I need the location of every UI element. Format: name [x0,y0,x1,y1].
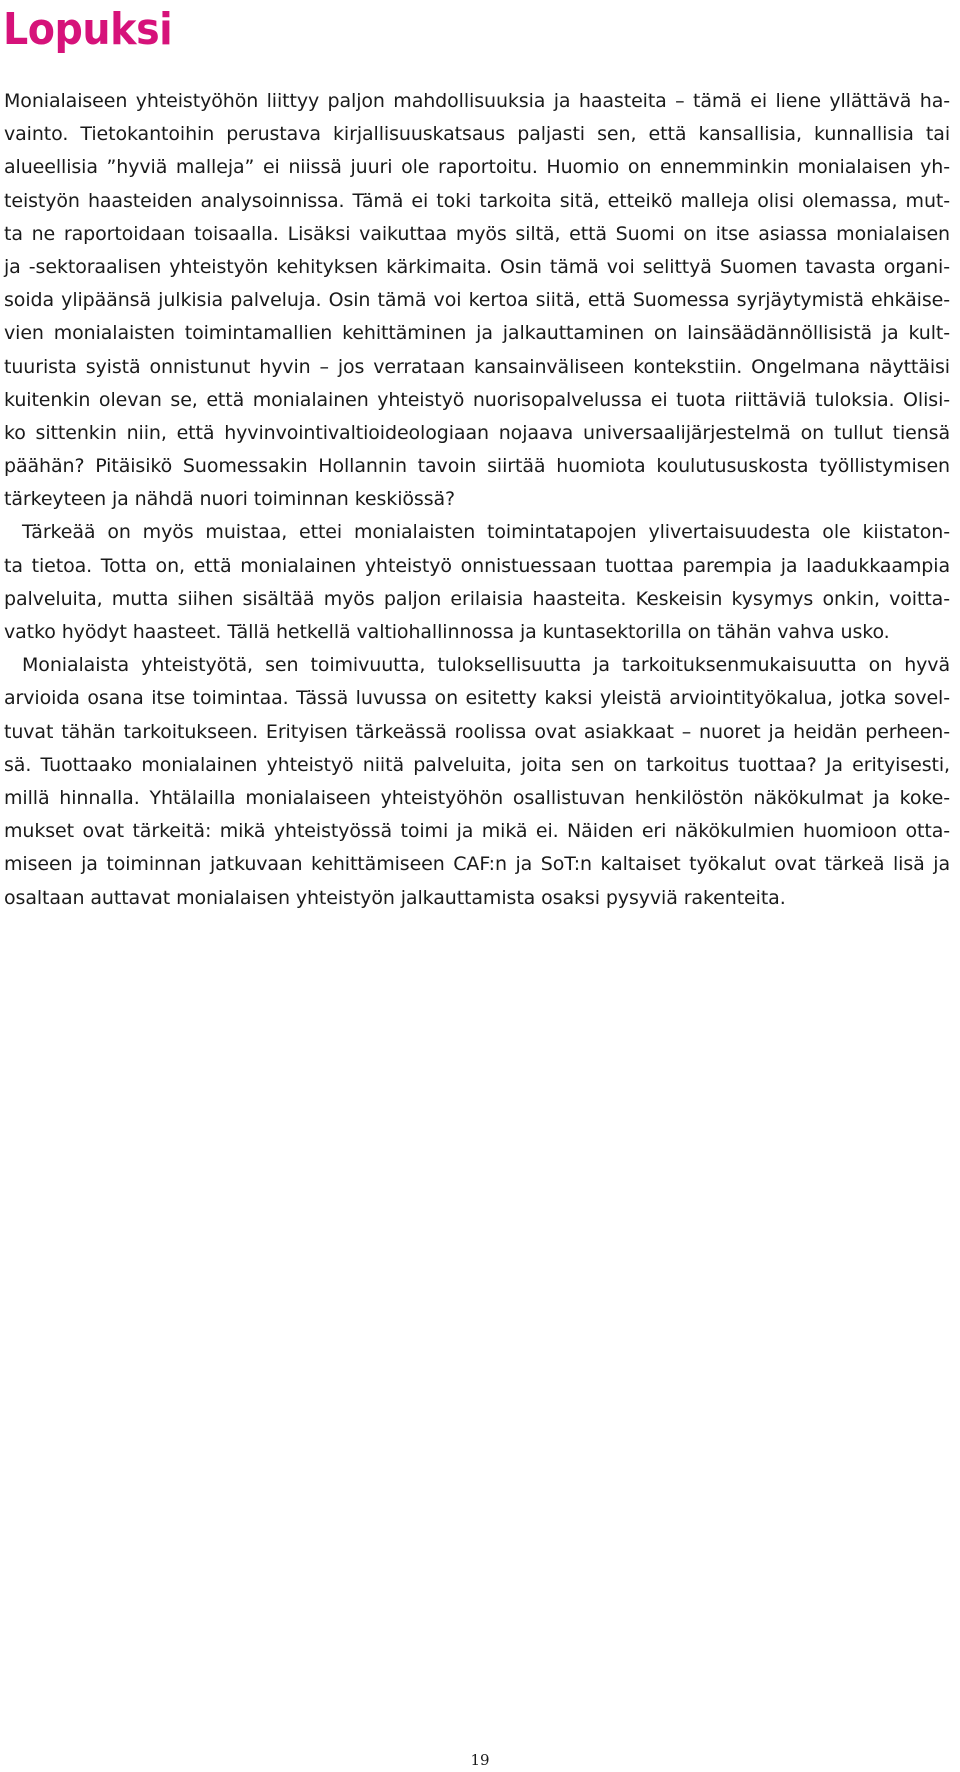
page-number: 19 [470,1751,490,1769]
paragraph-line: vainto. Tietokantoihin perustava kirjallisuuskatsaus paljasti sen, että kansallisia, kunnallisia tai [4,123,950,146]
paragraph-line: ta tietoa. Totta on, että monialainen yhteistyö onnistuessaan tuottaa parempia ja laadukkaampia [4,554,950,577]
paragraph-line: vatko hyödyt haasteet. Tällä hetkellä valtiohallinnossa ja kuntasektorilla on tähän vahva usko. [4,621,890,643]
paragraph-line: kuitenkin olevan se, että monialainen yhteistyö nuorisopalvelussa ei tuota riittäviä tuloksia. Olisi- [4,388,950,411]
paragraph-line: alueellisia ”hyviä malleja” ei niissä juuri ole raportoitu. Huomio on ennemminkin monialaisen yh- [4,156,950,179]
paragraph-line: ta ne raportoidaan toisaalla. Lisäksi vaikuttaa myös siltä, että Suomi on itse asiassa monialaisen [4,222,950,245]
paragraph-line: ko sittenkin niin, että hyvinvointivaltioideologiaan nojaava universaalijärjestelmä on tullut tiensä [4,421,950,444]
paragraph-line: tärkeyteen ja nähdä nuori toiminnan keskiössä? [4,488,456,511]
paragraph-line: Monialaiseen yhteistyöhön liittyy paljon mahdollisuuksia ja haasteita – tämä ei liene yllättävä ha- [4,90,950,112]
paragraph-line: soida ylipäänsä julkisia palveluja. Osin tämä voi kertoa siitä, että Suomessa syrjäytymistä ehkäise- [4,289,950,312]
paragraph-line: tuurista syistä onnistunut hyvin – jos verrataan kansainväliseen kontekstiin. Ongelmana näyttäisi [4,355,950,378]
paragraph-line: mukset ovat tärkeitä: mikä yhteistyössä toimi ja mikä ei. Näiden eri näkökulmien huomioon otta- [4,820,950,843]
paragraph-line: tuvat tähän tarkoitukseen. Erityisen tärkeässä roolissa ovat asiakkaat – nuoret ja heidän perheen- [4,720,950,743]
paragraph-line: teistyön haasteiden analysoinnissa. Tämä ei toki tarkoita sitä, etteikö malleja olisi olemassa, mut- [4,189,950,212]
paragraph-line: päähän? Pitäisikö Suomessakin Hollannin tavoin siirtää huomiota koulutususkosta työllistymisen [4,455,950,478]
paragraph-line: millä hinnalla. Yhtälailla monialaiseen yhteistyöhön osallistuvan henkilöstön näkökulmat ja koke- [4,786,950,809]
paragraph-line: ja -sektoraalisen yhteistyön kehityksen kärkimaita. Osin tämä voi selittyä Suomen tavasta organi- [4,255,950,278]
body-text [4,85,950,915]
paragraph-line: Tärkeää on myös muistaa, ettei monialaisten toimintatapojen ylivertaisuudesta ole kiistaton- [22,521,950,544]
paragraph-line: miseen ja toiminnan jatkuvaan kehittämiseen CAF:n ja SoT:n kaltaiset työkalut ovat tärkeä lisä ja [4,853,950,876]
paragraph-line: sä. Tuottaako monialainen yhteistyö niitä palveluita, joita sen on tarkoitus tuottaa? Ja erityisesti, [4,753,950,776]
paragraph-line: Monialaista yhteistyötä, sen toimivuutta, tuloksellisuutta ja tarkoituksenmukaisuutta on hyvä [22,654,950,677]
paragraph-line: osaltaan auttavat monialaisen yhteistyön jalkauttamista osaksi pysyviä rakenteita. [4,886,786,909]
paragraph-line: palveluita, mutta siihen sisältää myös paljon erilaisia haasteita. Keskeisin kysymys onkin, voitta- [4,587,950,610]
paragraph-line: vien monialaisten toimintamallien kehittäminen ja jalkauttaminen on lainsäädännöllisistä ja kult- [4,322,950,345]
paragraph-line: arvioida osana itse toimintaa. Tässä luvussa on esitetty kaksi yleistä arviointityökalua, jotka sovel- [4,687,950,710]
page-title: Lopuksi [3,4,173,55]
